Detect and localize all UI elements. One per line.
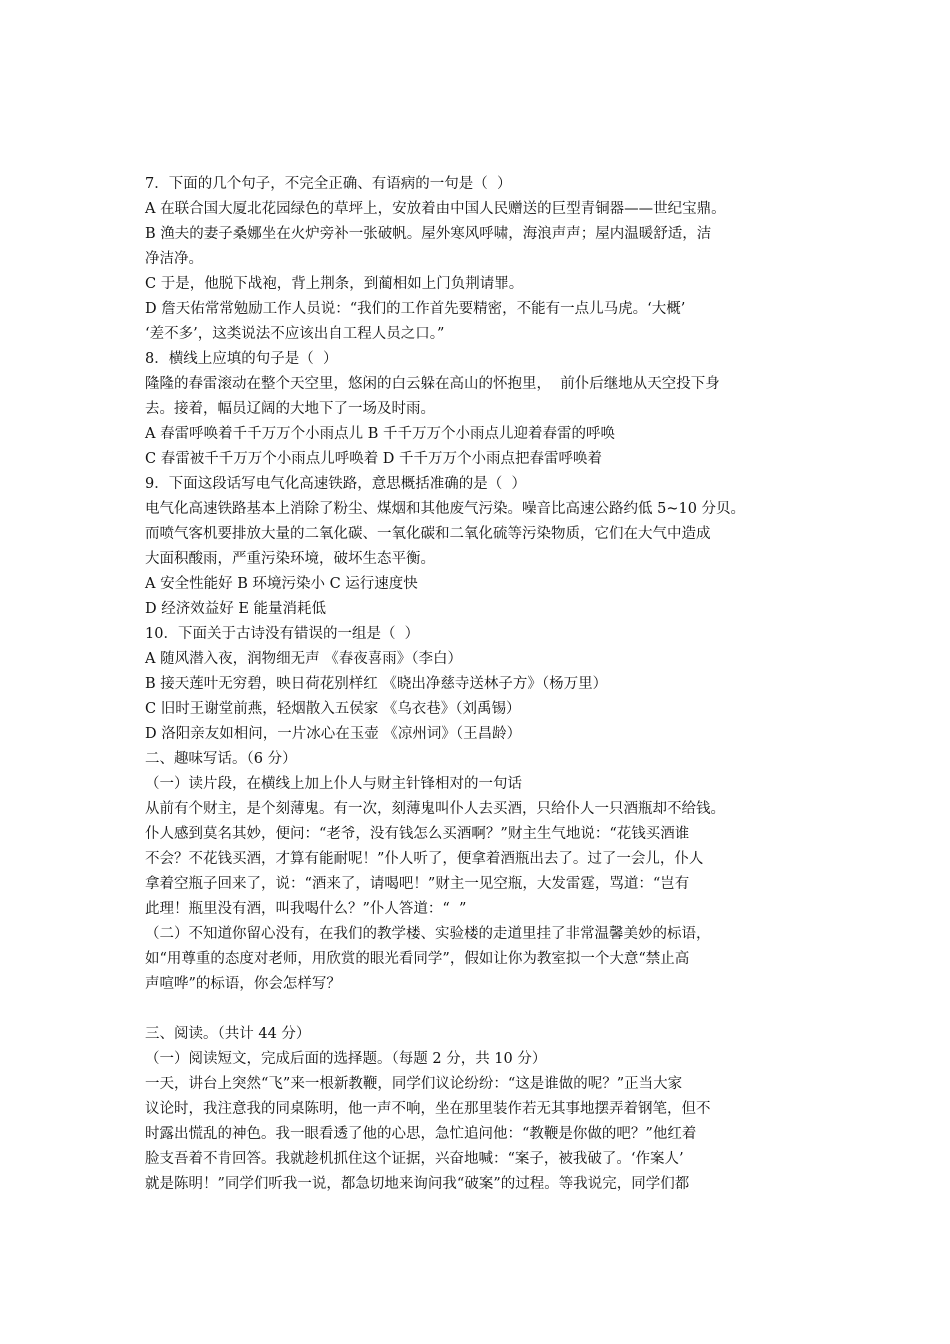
- text-line: 一天，讲台上突然“飞”来一根新教鞭，同学们议论纷纷：“这是谁做的呢？”正当大家: [145, 1076, 683, 1092]
- text-line: C 旧时王谢堂前燕，轻烟散入五侯家 《乌衣巷》（刘禹锡）: [145, 701, 521, 717]
- text-line: 9．下面这段话写电气化高速铁路，意思概括准确的是（ ）: [145, 476, 526, 492]
- text-line: 仆人感到莫名其妙，便问：“老爷，没有钱怎么买酒啊？”财主生气地说：“花钱买酒谁: [145, 826, 690, 842]
- text-line: 就是陈明！”同学们听我一说，都急切地来询问我“破案”的过程。等我说完，同学们都: [145, 1176, 690, 1192]
- text-line: 大面积酸雨，严重污染环境，破坏生态平衡。: [145, 551, 435, 567]
- text-line: 8．横线上应填的句子是（ ）: [145, 351, 338, 367]
- text-line: （一）读片段，在横线上加上仆人与财主针锋相对的一句话: [145, 776, 522, 792]
- text-line: 脸支吾着不肯回答。我就趁机抓住这个证据，兴奋地喊：“案子，被我破了。‘作案人’: [145, 1151, 684, 1167]
- text-line: D 经济效益好 E 能量消耗低: [145, 601, 327, 617]
- text-line: D 詹天佑常常勉励工作人员说：“我们的工作首先要精密，不能有一点儿马虎。‘大概’: [145, 301, 686, 317]
- text-line: 三、阅读。（共计 44 分）: [145, 1026, 311, 1042]
- text-line: A 随风潜入夜，润物细无声 《春夜喜雨》（李白）: [145, 651, 462, 667]
- text-line: ‘差不多’，这类说法不应该出自工程人员之口。”: [145, 326, 445, 342]
- text-line: 如“用尊重的态度对老师，用欣赏的眼光看同学”，假如让你为教室拟一个大意“禁止高: [145, 951, 690, 967]
- text-line: A 在联合国大厦北花园绿色的草坪上，安放着由中国人民赠送的巨型青铜器——世纪宝鼎。: [145, 201, 726, 217]
- text-line: 二、趣味写话。（6 分）: [145, 751, 297, 767]
- text-line: C 春雷被千千万万个小雨点儿呼唤着 D 千千万万个小雨点把春雷呼唤着: [145, 451, 603, 467]
- text-line: 从前有个财主，是个刻薄鬼。有一次，刻薄鬼叫仆人去买酒，只给仆人一只酒瓶却不给钱。: [145, 801, 725, 817]
- text-line: A 安全性能好 B 环境污染小 C 运行速度快: [145, 576, 418, 592]
- blank-line: [145, 997, 825, 1022]
- text-line: A 春雷呼唤着千千万万个小雨点儿 B 千千万万个小雨点儿迎着春雷的呼唤: [145, 426, 615, 442]
- text-line: 此理！瓶里没有酒，叫我喝什么？”仆人答道：“ ”: [145, 901, 467, 917]
- text-line: 拿着空瓶子回来了，说：“酒来了，请喝吧！”财主一见空瓶，大发雷霆，骂道：“岂有: [145, 876, 690, 892]
- text-line: 时露出慌乱的神色。我一眼看透了他的心思，急忙追问他：“教鞭是你做的吧？”他红着: [145, 1126, 697, 1142]
- text-line: 净洁净。: [145, 251, 203, 267]
- text-line: （一）阅读短文，完成后面的选择题。（每题 2 分，共 10 分）: [145, 1051, 547, 1067]
- text-line: 声喧哗”的标语，你会怎样写？: [145, 976, 341, 992]
- text-line: D 洛阳亲友如相问，一片冰心在玉壶 《凉州词》（王昌龄）: [145, 726, 522, 742]
- text-line: 不会？不花钱买酒，才算有能耐呢！”仆人听了，便拿着酒瓶出去了。过了一会儿，仆人: [145, 851, 704, 867]
- text-line: B 接天莲叶无穷碧，映日荷花别样红 《晓出净慈寺送林子方》（杨万里）: [145, 676, 608, 692]
- text-line: 电气化高速铁路基本上消除了粉尘、煤烟和其他废气污染。噪音比高速公路约低 5~10 分贝。: [145, 501, 746, 517]
- text-line: （二）不知道你留心没有，在我们的教学楼、实验楼的走道里挂了非常温馨美妙的标语，: [145, 926, 711, 942]
- text-line: 10．下面关于古诗没有错误的一组是（ ）: [145, 626, 420, 642]
- text-line: C 于是，他脱下战袍，背上荆条，到蔺相如上门负荆请罪。: [145, 276, 524, 292]
- text-line: 而喷气客机要排放大量的二氧化碳、一氧化碳和二氧化硫等污染物质，它们在大气中造成: [145, 526, 711, 542]
- exam-text: [145, 172, 825, 1197]
- text-line: 隆隆的春雷滚动在整个天空里，悠闲的白云躲在高山的怀抱里， 前仆后继地从天空投下身: [145, 376, 720, 392]
- text-line: 7．下面的几个句子，不完全正确、有语病的一句是（ ）: [145, 176, 512, 192]
- text-line: 去。接着，幅员辽阔的大地下了一场及时雨。: [145, 401, 435, 417]
- text-line: B 渔夫的妻子桑娜坐在火炉旁补一张破帆。屋外寒风呼啸，海浪声声；屋内温暖舒适，洁: [145, 226, 712, 242]
- text-line: 议论时，我注意我的同桌陈明，他一声不响，坐在那里装作若无其事地摆弄着钢笔，但不: [145, 1101, 711, 1117]
